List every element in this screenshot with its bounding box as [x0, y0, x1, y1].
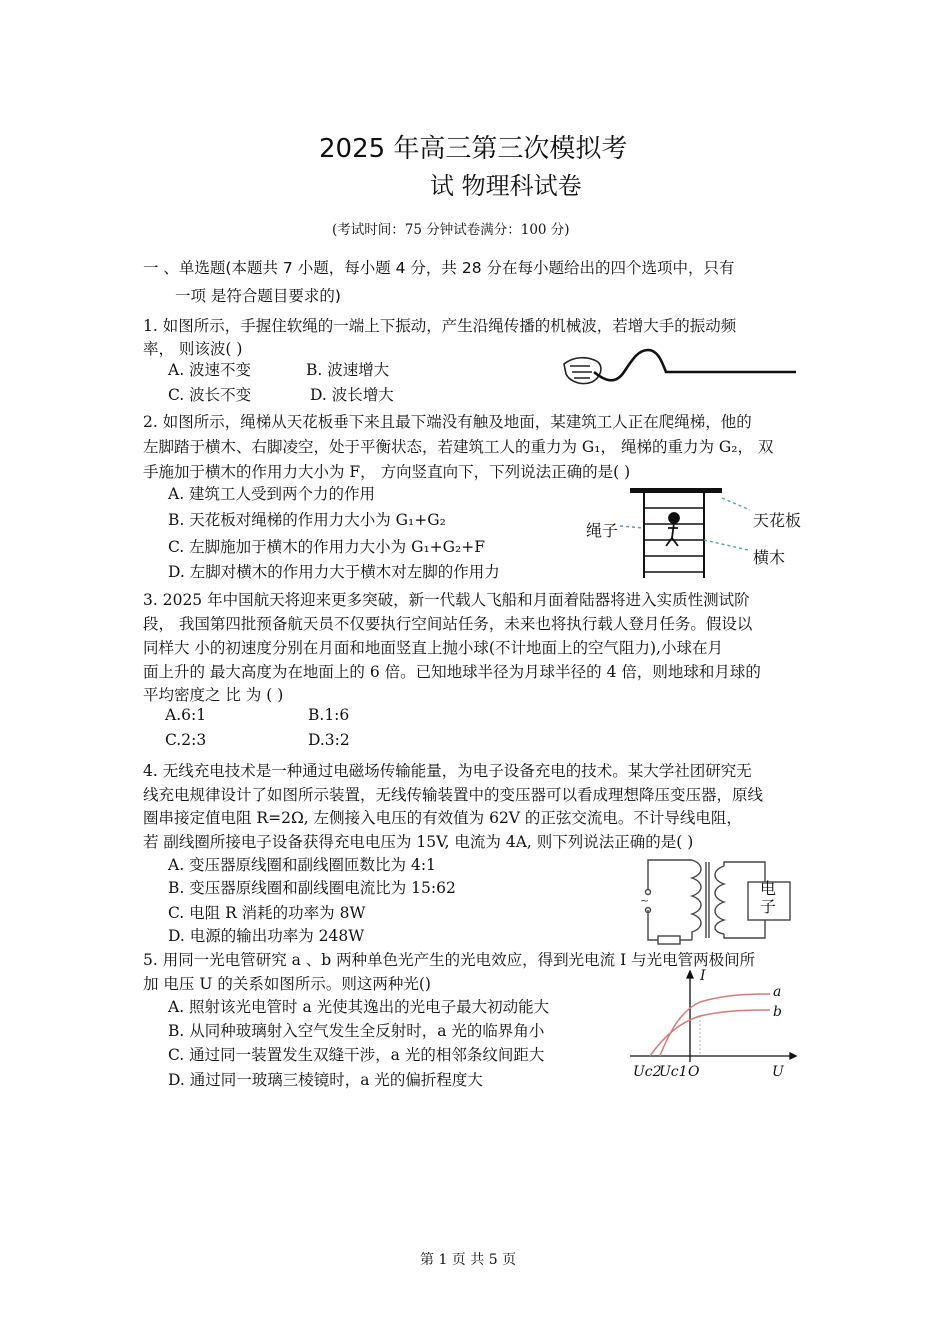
q4-option-a: A. 变压器原线圈和副线圈匝数比为 4:1 — [168, 856, 436, 874]
wave-rope — [594, 350, 796, 380]
q2-stem-line1: 2. 如图所示，绳梯从天花板垂下来且最下端没有触及地面，某建筑工人正在爬绳梯，他的 — [143, 413, 752, 431]
q1-option-b: B. 波速增大 — [306, 361, 390, 379]
q1-stem-line2: 率， 则该波( ) — [143, 340, 243, 358]
q3-stem-line4: 面上升的 最大高度为在地面上的 6 倍。已知地球半径为月球半径的 4 倍，则地球和月球的 — [143, 663, 761, 681]
title-line2: 试 物理科试卷 — [430, 172, 582, 200]
title-line1: 2025 年高三第三次模拟考 — [319, 134, 628, 164]
label-rope: 绳子 — [586, 521, 619, 540]
hand-icon — [564, 358, 601, 384]
graph-label-uc1: Uc1 — [659, 1064, 688, 1080]
curve-b — [650, 1010, 770, 1056]
q4-option-b: B. 变压器原线圈和副线圈电流比为 15:62 — [168, 879, 456, 897]
resistor-icon — [658, 936, 680, 944]
q2-option-c: C. 左脚施加于横木的作用力大小为 G₁+G₂+F — [168, 538, 486, 556]
q1-option-c: C. 波长不变 — [168, 386, 252, 404]
curve-a — [660, 994, 770, 1056]
q5-option-a: A. 照射该光电管时 a 光使其逸出的光电子最大初动能大 — [168, 998, 550, 1016]
primary-coil — [692, 860, 701, 940]
q4-stem-line3: 圈串接定值电阻 R=2Ω, 左侧接入电压的有效值为 62V 的正弦交流电。不计导线电阻， — [143, 809, 742, 827]
q2-stem-line2: 左脚踏于横木、右脚凌空，处于平衡状态，若建筑工人的重力为 G₁， 绳梯的重力为 G₂， 双 — [143, 438, 774, 456]
q1-option-a: A. 波速不变 — [168, 361, 252, 379]
q1-wave-figure — [560, 342, 800, 392]
graph-label-o: O — [688, 1064, 700, 1080]
q1-stem-line1: 1. 如图所示，手握住软绳的一端上下振动，产生沿绳传播的机械波，若增大手的振动频 — [143, 317, 737, 335]
q5-option-b: B. 从同种玻璃射入空气发生全反射时，a 光的临界角小 — [168, 1022, 545, 1040]
graph-label-b: b — [773, 1004, 782, 1020]
q4-stem-line2: 线充电规律设计了如图所示装置，无线传输装置中的变压器可以看成理想降压变压器，原线 — [143, 786, 764, 804]
q5-option-d: D. 通过同一玻璃三棱镜时，a 光的偏折程度大 — [168, 1071, 483, 1089]
q3-stem-line5: 平均密度之 比 为 ( ) — [143, 686, 284, 704]
section-heading-line1: 一 、单选题(本题共 7 小题，每小题 4 分，共 28 分在每小题给出的四个选项中，只有 — [143, 259, 735, 277]
q3-stem-line1: 3. 2025 年中国航天将迎来更多突破，新一代载人飞船和月面着陆器将进入实质性测试阶 — [143, 591, 750, 609]
label-rung: 横木 — [753, 548, 786, 567]
section-heading-line2: 一项 是符合题目要求的) — [175, 287, 341, 305]
q4-circuit-figure — [620, 852, 810, 948]
q3-option-b: B.1:6 — [308, 706, 350, 724]
ceiling-bar — [630, 488, 722, 493]
q4-stem-line4: 若 副线圈所接电子设备获得充电电压为 15V, 电流为 4A, 则下列说法正确的是( ) — [143, 833, 694, 851]
q5-option-c: C. 通过同一装置发生双缝干涉，a 光的相邻条纹间距大 — [168, 1046, 545, 1064]
q3-stem-line2: 段， 我国第四批预备航天员不仅要执行空间站任务，未来也将执行载人登月任务。假设以 — [143, 615, 753, 633]
q3-stem-line3: 同样大 小的初速度分别在月面和地面竖直上抛小球(不计地面上的空气阻力),小球在月 — [143, 639, 723, 657]
q2-option-a: A. 建筑工人受到两个力的作用 — [168, 485, 376, 503]
device-label: 电子 — [760, 879, 777, 916]
graph-label-i: I — [700, 968, 706, 984]
q5-stem-line2: 加 电压 U 的关系如图所示。则这两种光() — [143, 975, 431, 993]
q2-option-b: B. 天花板对绳梯的作用力大小为 G₁+G₂ — [168, 511, 446, 529]
q3-option-d: D.3:2 — [308, 731, 350, 749]
label-ceiling: 天花板 — [753, 511, 802, 530]
q2-option-d: D. 左脚对横木的作用力大于横木对左脚的作用力 — [168, 563, 500, 581]
page-number: 第 1 页 共 5 页 — [420, 1252, 517, 1268]
worker-icon — [666, 513, 679, 546]
svg-text:~: ~ — [640, 894, 650, 907]
q4-stem-line1: 4. 无线充电技术是一种通过电磁场传输能量，为电子设备充电的技术。某大学社团研究无 — [143, 762, 752, 780]
graph-label-a: a — [773, 984, 782, 1000]
q3-option-c: C.2:3 — [165, 731, 207, 749]
q2-stem-line3: 手施加于横木的作用力大小为 F， 方向竖直向下，下列说法正确的是( ) — [143, 463, 631, 481]
graph-label-uc2: Uc2 — [633, 1064, 662, 1080]
q1-option-d: D. 波长增大 — [310, 386, 394, 404]
exam-info: (考试时间：75 分钟试卷满分：100 分) — [332, 222, 570, 238]
q3-option-a: A.6:1 — [165, 706, 207, 724]
q5-stem-line1: 5. 用同一光电管研究 a 、b 两种单色光产生的光电效应，得到光电流 I 与光电管两极间所 — [143, 951, 756, 969]
secondary-coil — [715, 866, 724, 934]
q4-option-d: D. 电源的输出功率为 248W — [168, 927, 365, 945]
q4-option-c: C. 电阻 R 消耗的功率为 8W — [168, 904, 366, 922]
graph-label-u: U — [772, 1064, 784, 1080]
